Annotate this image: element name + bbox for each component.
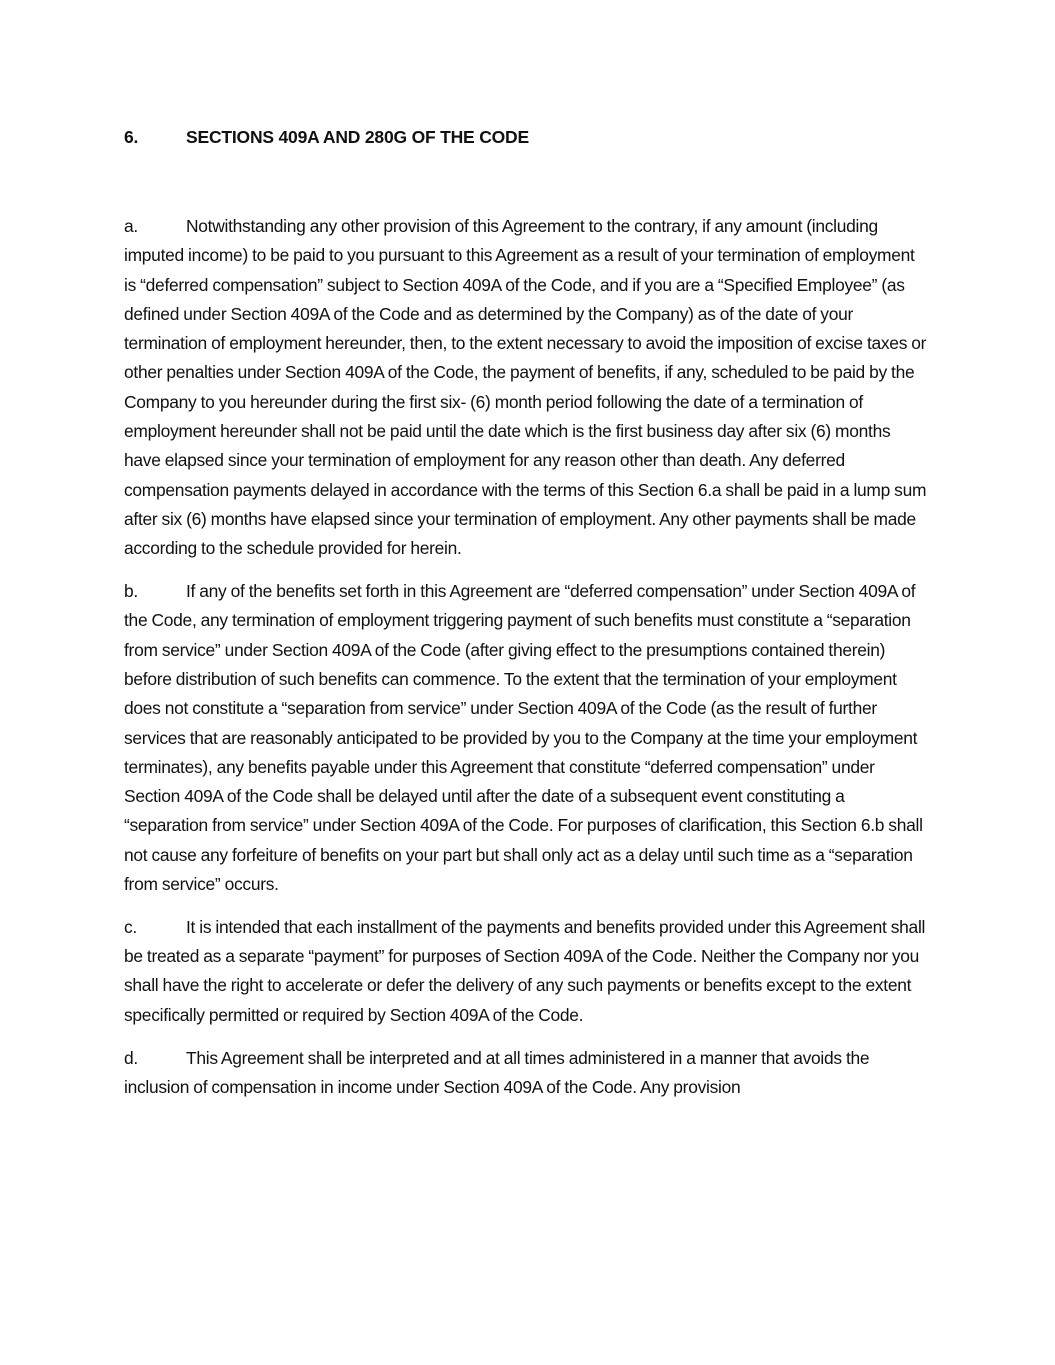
paragraph-label: b. bbox=[124, 581, 138, 602]
paragraph-text: Notwithstanding any other provision of this Agreement to the contrary, if any amount (including imputed income) to be paid to you pursuant to this Agreement as a result of your termination of employment is “deferred compensation” subject to Section 409A of the Code, and if you are a “Specified Employee” (as defined under Section 409A of the Code and as determined by the Company) as of the date of your termination of employment hereunder, then, to the extent necessary to avoid the imposition of excise taxes or other penalties under Section 409A of the Code, the payment of benefits, if any, scheduled to be paid by the Company to you hereunder during the first six- (6) month period following the date of a termination of employment hereunder shall not be paid until the date which is the first business day after six (6) months have elapsed since your termination of employment for any reason other than death. Any deferred compensation payments delayed in accordance with the terms of this Section 6.a shall be paid in a lump sum after six (6) months have elapsed since your termination of employment. Any other payments shall be made according to the schedule provided for herein. bbox=[124, 216, 927, 559]
section-heading bbox=[124, 124, 928, 150]
section-title: SECTIONS 409A AND 280G OF THE CODE bbox=[186, 127, 529, 147]
paragraph-label: c. bbox=[124, 916, 137, 937]
paragraph-c bbox=[124, 913, 928, 1030]
paragraph-text: It is intended that each installment of the payments and benefits provided under this Agreement shall be treated as a separate “payment” for purposes of Section 409A of the Code. Neither the Company nor you shall have the right to accelerate or defer the delivery of any such payments or benefits except to the extent specifically permitted or required by Section 409A of the Code. bbox=[124, 916, 926, 1025]
paragraph-text: This Agreement shall be interpreted and at all times administered in a manner that avoids the inclusion of compensation in income under Section 409A of the Code. Any provision bbox=[124, 1047, 870, 1097]
section-body bbox=[124, 212, 928, 1102]
section-number: 6. bbox=[124, 127, 139, 147]
paragraph-a bbox=[124, 212, 928, 564]
paragraph-label: d. bbox=[124, 1047, 138, 1068]
paragraph-b bbox=[124, 577, 928, 899]
paragraph-d bbox=[124, 1044, 928, 1103]
paragraph-label: a. bbox=[124, 216, 138, 236]
paragraph-text: If any of the benefits set forth in this Agreement are “deferred compensation” under Section 409A of the Code, any termination of employment triggering payment of such benefits must constitute a “separation from service” under Section 409A of the Code (after giving effect to the presumptions contained therein) before distribution of such benefits can commence. To the extent that the termination of your employment does not constitute a “separation from service” under Section 409A of the Code (as the result of further services that are reasonably anticipated to be provided by you to the Company at the time your employment terminates), any benefits payable under this Agreement that constitute “deferred compensation” under Section 409A of the Code shall be delayed until after the date of a subsequent event constituting a “separation from service” under Section 409A of the Code. For purposes of clarification, this Section 6.b shall not cause any forfeiture of benefits on your part but shall only act as a delay until such time as a “separation from service” occurs. bbox=[124, 581, 923, 895]
document-page bbox=[124, 124, 928, 1116]
